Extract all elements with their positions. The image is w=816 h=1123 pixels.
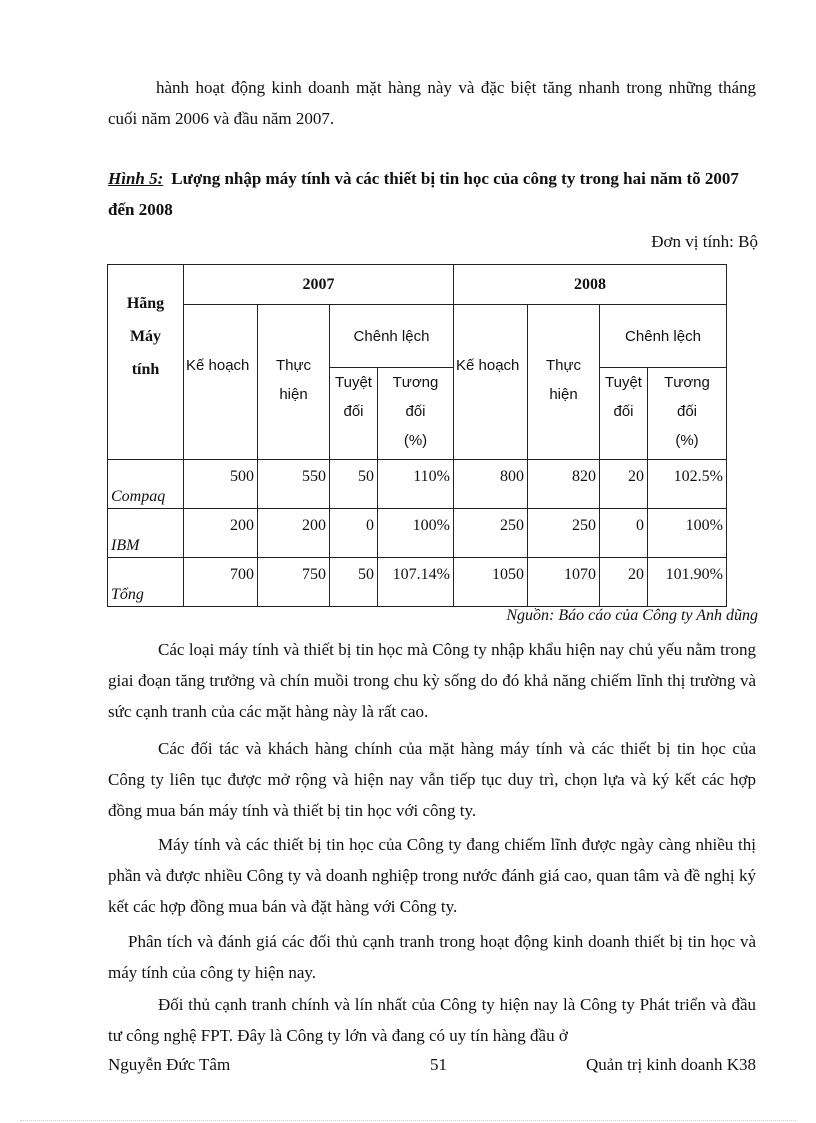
year-2008-header: 2008 xyxy=(454,265,727,305)
row-name: Compaq xyxy=(108,460,184,509)
table-cell: 250 xyxy=(454,509,528,558)
table-cell: 100% xyxy=(378,509,454,558)
diff-header-2007: Chênh lệch xyxy=(330,305,454,368)
table-cell: 820 xyxy=(528,460,600,509)
table-row xyxy=(108,558,727,607)
import-table xyxy=(107,264,727,607)
table-cell: 102.5% xyxy=(648,460,727,509)
footer-course: Quản trị kinh doanh K38 xyxy=(586,1055,756,1074)
table-cell: 50 xyxy=(330,460,378,509)
table-cell: 50 xyxy=(330,558,378,607)
row-name: IBM xyxy=(108,509,184,558)
table-cell: 1050 xyxy=(454,558,528,607)
table-cell: 20 xyxy=(600,460,648,509)
diff-header-2008: Chênh lệch xyxy=(600,305,727,368)
table-cell: 700 xyxy=(184,558,258,607)
table-cell: 0 xyxy=(600,509,648,558)
table-cell: 200 xyxy=(184,509,258,558)
table-cell: 1070 xyxy=(528,558,600,607)
figure-caption xyxy=(108,163,760,225)
paragraph: Các đối tác và khách hàng chính của mặt hàng máy tính và các thiết bị tin học của Công ty liên tục được mở rộng và hiện nay vẫn tiếp tục duy trì, chọn lựa và ký kết các hợp đồng mua bán máy tính và thiết bị tin học với công ty. xyxy=(108,739,756,820)
rel-header-2008: Tương đối (%) xyxy=(648,368,727,460)
table-source: Nguồn: Báo cáo của Công ty Anh dũng xyxy=(506,607,758,624)
row-name: Tổng xyxy=(108,558,184,607)
abs-header-2007: Tuyệt đối xyxy=(330,368,378,460)
page-bottom-divider xyxy=(20,1120,796,1121)
table-cell: 500 xyxy=(184,460,258,509)
actual-header-2007: Thực hiện xyxy=(258,305,330,460)
abs-header-2008: Tuyệt đối xyxy=(600,368,648,460)
figure-label: Hình 5: xyxy=(108,169,164,188)
table-cell: 200 xyxy=(258,509,330,558)
paragraph: Các loại máy tính và thiết bị tin học mà Công ty nhập khẩu hiện nay chủ yếu nằm trong giai đoạn tăng trưởng và chín muồi trong chu kỳ sống do đó khả năng chiếm lĩnh thị trường và sức cạnh tranh của các mặt hàng này là rất cao. xyxy=(108,640,756,721)
paragraph: Đối thủ cạnh tranh chính và lín nhất của Công ty hiện nay là Công ty Phát triển và đầu tư công nghệ FPT. Đây là Công ty lớn và đang có uy tín hàng đầu ở xyxy=(108,995,756,1045)
table-cell: 800 xyxy=(454,460,528,509)
paragraph: Phân tích và đánh giá các đối thủ cạnh tranh trong hoạt động kinh doanh thiết bị tin học và máy tính của công ty hiện nay. xyxy=(108,932,756,982)
footer-author: Nguyễn Đức Tâm xyxy=(108,1055,231,1074)
footer-page-number: 51 xyxy=(430,1055,447,1074)
table-cell: 750 xyxy=(258,558,330,607)
unit-note: Đơn vị tính: Bộ xyxy=(651,232,758,251)
table-cell: 550 xyxy=(258,460,330,509)
plan-header-2008: Kế hoạch xyxy=(454,305,528,460)
table-cell: 110% xyxy=(378,460,454,509)
rel-header-2007: Tương đối (%) xyxy=(378,368,454,460)
brand-header: Hãng Máy tính xyxy=(108,265,184,460)
plan-header-2007: Kế hoạch xyxy=(184,305,258,460)
actual-header-2008: Thực hiện xyxy=(528,305,600,460)
table-cell: 250 xyxy=(528,509,600,558)
paragraph: Máy tính và các thiết bị tin học của Công ty đang chiếm lĩnh được ngày càng nhiều thị phần và được nhiều Công ty và doanh nghiệp trong nước đánh giá cao, quan tâm và đề nghị ký kết các hợp đồng mua bán và đặt hàng với Công ty. xyxy=(108,835,756,916)
year-2007-header: 2007 xyxy=(184,265,454,305)
table-cell: 0 xyxy=(330,509,378,558)
intro-paragraph: hành hoạt động kinh doanh mặt hàng này và đặc biệt tăng nhanh trong những tháng cuối năm 2006 và đầu năm 2007. xyxy=(108,78,756,128)
table-cell: 100% xyxy=(648,509,727,558)
table-cell: 107.14% xyxy=(378,558,454,607)
table-cell: 101.90% xyxy=(648,558,727,607)
table-cell: 20 xyxy=(600,558,648,607)
table-row xyxy=(108,460,727,509)
figure-title: Lượng nhập máy tính và các thiết bị tin học của công ty trong hai năm tõ 2007 đến 2008 xyxy=(108,169,739,219)
table-row xyxy=(108,509,727,558)
